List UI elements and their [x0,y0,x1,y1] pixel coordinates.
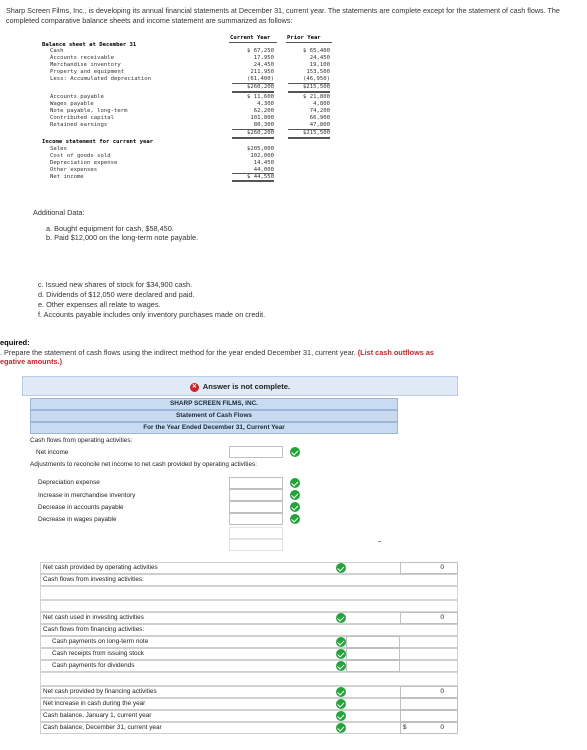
income-row-current: 14,450 [253,159,274,166]
check-icon [290,447,300,457]
asset-row-label: Accounts receivable [50,54,114,61]
required-note-cont: egative amounts.) [0,357,63,366]
financing-blank-row[interactable] [40,672,458,686]
net-increase-label: Net increase in cash during the year [43,700,146,707]
income-row-label: Other expenses [50,166,98,173]
wages-payable-input[interactable] [229,513,283,525]
liability-row-prior: 66,900 [309,114,330,121]
check-icon [290,478,300,488]
required-label: equired: [0,338,30,347]
investing-blank-row[interactable] [40,600,458,612]
asset-row-label: Merchandise inventory [50,61,121,68]
cash-jan-label: Cash balance, January 1, current year [43,712,152,719]
liability-row-current: 62,200 [253,107,274,114]
fin-dividends-input[interactable] [346,660,400,672]
depreciation-input[interactable] [229,477,283,489]
asset-row-current: 211,950 [250,68,274,75]
asset-row-label: Less: Accumulated depreciation [50,75,152,82]
intro-text: Sharp Screen Films, Inc., is developing its annual financial statements at December 31, current year. The statements are complete except for the statement of cash flows. The completed comparative balance sheets and income statement are summarized as follows: [6,6,560,25]
income-statement-title: Income statement for current year [42,139,154,145]
current-year-header: Current Year [230,35,271,41]
income-row-label: Cost of goods sold [50,152,111,159]
liability-row-prior: 4,800 [313,100,330,107]
liability-row-current: 101,800 [250,114,274,121]
fin-note-label: Cash payments on long-term note [52,638,149,645]
inventory-input[interactable] [229,489,283,501]
cash-dec-value: 0 [440,724,444,731]
income-row-current: $205,000 [247,146,274,152]
liability-row-label: Retained earnings [50,121,108,128]
investing-blank-row[interactable] [40,586,458,600]
answer-status-banner [22,376,458,396]
income-row-current: $ 44,550 [247,173,274,180]
asset-row-current: (61,400) [247,75,274,82]
income-row-current: 102,000 [250,152,274,159]
adj-inventory: Increase in merchandise inventory [38,492,136,499]
check-icon [290,514,300,524]
income-row-current: 44,000 [253,166,274,173]
fin-dividends-label: Cash payments for dividends [52,662,135,669]
blank-row-input[interactable] [229,527,283,539]
total-rule [288,137,330,139]
net-income-input[interactable] [229,446,283,458]
liability-row-current: 80,300 [253,121,274,128]
income-row-label: Net income [50,173,84,180]
liability-row-label: Contributed capital [50,114,114,121]
liability-row-prior: 47,800 [309,121,330,128]
total-rule [232,180,274,182]
adj-wages-payable: Decrease in wages payable [38,516,117,523]
asset-row-prior: 153,500 [306,68,330,75]
header-rule [229,42,277,43]
assets-total-prior: $215,500 [303,84,330,90]
additional-heading: Additional Data: [33,208,85,217]
check-icon [336,661,346,671]
check-icon [336,687,346,697]
income-row-label: Depreciation expense [50,159,118,166]
additional-item-a: a. Bought equipment for cash, $58,450. [46,224,174,233]
check-icon [336,649,346,659]
accounts-payable-input[interactable] [229,501,283,513]
fin-note-input[interactable] [346,636,400,648]
net-financing-value: 0 [440,688,444,695]
dollar-sign: $ [403,724,407,731]
answer-status-text: Answer is not complete. [202,382,291,391]
adj-depreciation: Depreciation expense [38,479,100,486]
statement-title: Statement of Cash Flows [30,410,398,422]
net-operating-label: Net cash provided by operating activities [43,564,158,571]
x-circle-icon: ✕ [191,383,197,390]
liability-row-current: $ 11,600 [247,94,274,100]
cash-dec-label: Cash balance, December 31, current year [43,724,162,731]
balance-sheet-title: Balance sheet at December 31 [42,42,137,48]
investing-heading: Cash flows from investing activities: [43,576,144,583]
net-income-label: Net income [36,449,69,456]
additional-item-f: f. Accounts payable includes only inventory purchases made on credit. [38,310,266,319]
liability-row-prior: 74,200 [309,107,330,114]
operating-heading: Cash flows from operating activities: [30,437,133,444]
additional-item-d: d. Dividends of $12,050 were declared and paid. [38,290,195,299]
check-icon [336,711,346,721]
asset-row-prior: 24,450 [309,54,330,61]
asset-row-current: $ 67,250 [247,48,274,54]
statement-period: For the Year Ended December 31, Current Year [30,422,398,434]
check-icon [336,563,346,573]
check-icon [290,502,300,512]
liability-row-prior: $ 21,800 [303,94,330,100]
asset-row-current: 17,950 [253,54,274,61]
net-operating-value: 0 [440,564,444,571]
required-text [0,348,587,357]
liabilities-total-prior: $215,500 [303,130,330,136]
net-increase-input[interactable] [400,698,458,710]
net-investing-value: 0 [440,614,444,621]
asset-row-label: Property and equipment [50,68,125,75]
total-rule [232,91,274,93]
asset-row-prior: $ 65,400 [303,48,330,54]
prior-year-header: Prior Year [287,35,321,41]
asset-row-prior: (46,950) [303,75,330,82]
fin-stock-label: Cash receipts from issuing stock [52,650,144,657]
header-rule [286,42,332,43]
additional-item-c: c. Issued new shares of stock for $34,900 cash. [38,280,193,289]
asset-row-prior: 19,100 [309,61,330,68]
total-rule [288,91,330,93]
assets-total-current: $260,200 [247,84,274,90]
total-rule [232,137,274,139]
income-row-label: Sales [50,146,67,152]
financing-heading: Cash flows from financing activities: [43,626,145,633]
check-icon [336,699,346,709]
required-note: (List cash outflows as [357,348,434,357]
adjustments-label: Adjustments to reconcile net income to net cash provided by operating activities: [30,461,257,468]
liability-row-label: Accounts payable [50,94,104,100]
adj-accounts-payable: Decrease in accounts payable [38,504,124,511]
additional-item-b: b. Paid $12,000 on the long-term note payable. [46,233,199,242]
additional-item-e: e. Other expenses all relate to wages. [38,300,161,309]
required-instruction: . Prepare the statement of cash flows using the indirect method for the year ended December 31, current year. [0,348,358,357]
check-icon [336,613,346,623]
net-investing-label: Net cash used in investing activities [43,614,144,621]
asset-row-current: 24,450 [253,61,274,68]
check-icon [336,723,346,733]
liability-row-current: 4,300 [257,100,274,107]
liability-row-label: Wages payable [50,100,94,107]
liability-row-label: Note payable, long-term [50,107,128,114]
asset-row-label: Cash [50,48,64,54]
cash-jan-input[interactable] [400,710,458,722]
net-financing-label: Net cash provided by financing activities [43,688,157,695]
scroll-marker [378,541,381,542]
check-icon [290,490,300,500]
check-icon [336,637,346,647]
liabilities-total-current: $260,200 [247,130,274,136]
fin-stock-input[interactable] [346,648,400,660]
blank-row-input[interactable] [229,539,283,551]
statement-company: SHARP SCREEN FILMS, INC. [30,398,398,410]
